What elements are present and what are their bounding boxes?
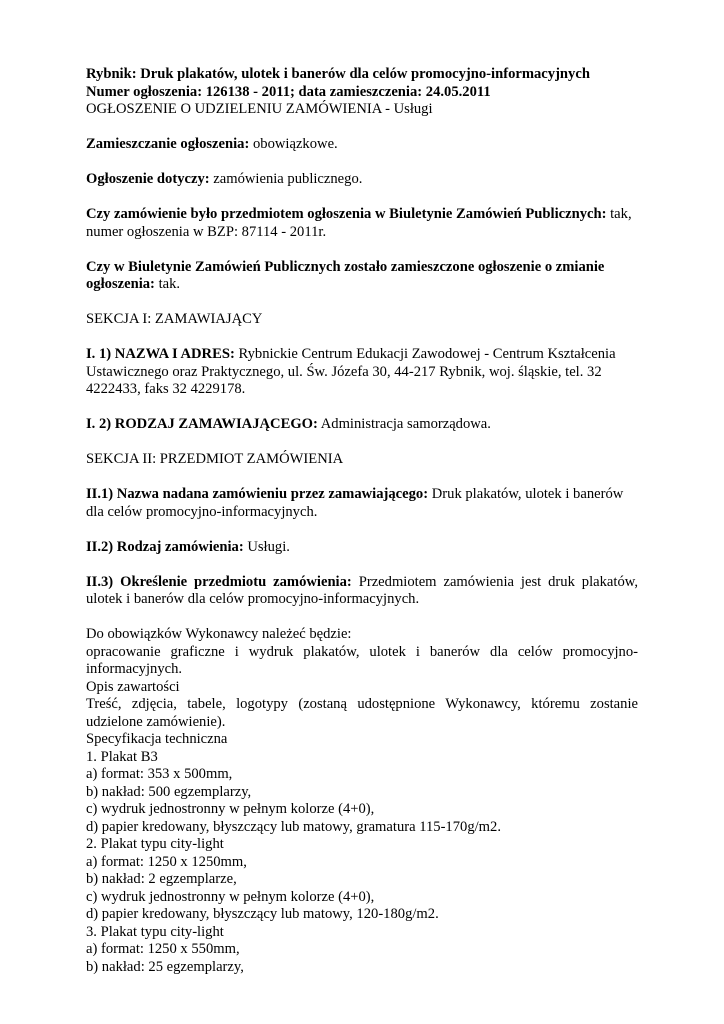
authority-name-value: Rybnickie Centrum Edukacji Zawodowej - Centrum Kształcenia Ustawicznego oraz Praktycznego, ul. Św. Józefa 30, 44-217 Rybnik, woj. śląskie, tel. 32 4222433, faks 32 4229178. [86, 346, 616, 397]
contracting-authority-name [86, 346, 638, 399]
concerns-field [86, 171, 638, 189]
change-question-field [86, 259, 638, 294]
placement-value: obowiązkowe. [249, 136, 338, 152]
authority-name-label: I. 1) NAZWA I ADRES: [86, 346, 235, 362]
contract-kind-value: Usługi. [243, 538, 290, 555]
bzp-question-label: Czy zamówienie było przedmiotem ogłoszenia w Biuletynie Zamówień Publicznych: [86, 206, 607, 222]
spec-line: a) format: 353 x 500mm, [86, 766, 233, 782]
contract-name-label: II.1) Nazwa nadana zamówieniu przez zamawiającego: [86, 486, 429, 502]
authority-type-label: I. 2) RODZAJ ZAMAWIAJĄCEGO: [86, 416, 318, 432]
spec-line: 2. Plakat typu city-light [86, 836, 224, 852]
change-question-label: Czy w Biuletynie Zamówień Publicznych zostało zamieszczone ogłoszenie o zmianie ogłoszenia: [86, 258, 605, 292]
contracting-authority-type [86, 416, 638, 434]
contents-heading: Opis zawartości [86, 678, 180, 695]
duties-text: opracowanie graficzne i wydruk plakatów, ulotek i banerów dla celów promocyjno-informacyjnych. [86, 643, 638, 677]
notice-type: OGŁOSZENIE O UDZIELENIU ZAMÓWIENIA - Usługi [86, 101, 433, 117]
placement-label: Zamieszczanie ogłoszenia: [86, 136, 250, 152]
contract-name-field [86, 486, 638, 521]
change-question-value: tak. [154, 276, 181, 292]
contents-text: Treść, zdjęcia, tabele, logotypy (zostaną udostępnione Wykonawcy, któremu zostanie udzielone zamówienie). [86, 696, 638, 730]
spec-line: a) format: 1250 x 550mm, [86, 941, 240, 957]
section-1-heading: SEKCJA I: ZAMAWIAJĄCY [86, 311, 263, 327]
duties-intro: Do obowiązków Wykonawcy należeć będzie: [86, 626, 352, 642]
authority-type-value: Administracja samorządowa. [317, 416, 491, 432]
spec-line: b) nakład: 500 egzemplarzy, [86, 783, 252, 800]
contract-name-value: Druk plakatów, ulotek i banerów dla celów promocyjno-informacyjnych. [86, 486, 624, 520]
contract-scope-value: Przedmiotem zamówienia jest druk plakatów, ulotek i banerów dla celów promocyjno-informacyjnych. [86, 573, 638, 607]
notice-number-line: Numer ogłoszenia: 126138 - 2011; data zamieszczenia: 24.05.2011 [86, 83, 491, 100]
notice-title: Rybnik: Druk plakatów, ulotek i banerów dla celów promocyjno-informacyjnych [86, 66, 590, 82]
spec-line: a) format: 1250 x 1250mm, [86, 853, 247, 870]
spec-line: d) papier kredowany, błyszczący lub matowy, 120-180g/m2. [86, 906, 439, 922]
spec-line: b) nakład: 25 egzemplarzy, [86, 958, 244, 975]
spec-line: 3. Plakat typu city-light [86, 923, 224, 940]
spec-line: d) papier kredowany, błyszczący lub matowy, gramatura 115-170g/m2. [86, 818, 501, 835]
spec-line: c) wydruk jednostronny w pełnym kolorze (4+0), [86, 888, 375, 905]
spec-line: c) wydruk jednostronny w pełnym kolorze (4+0), [86, 801, 375, 817]
spec-line: 1. Plakat B3 [86, 748, 158, 765]
document-page [86, 66, 638, 976]
placement-field [86, 136, 638, 154]
contract-scope-field [86, 574, 638, 609]
concerns-value: zamówienia publicznego. [209, 171, 363, 187]
contract-kind-label: II.2) Rodzaj zamówienia: [86, 538, 244, 555]
spec-heading: Specyfikacja techniczna [86, 731, 228, 747]
section-2-heading: SEKCJA II: PRZEDMIOT ZAMÓWIENIA [86, 451, 344, 467]
bzp-question-value: tak, numer ogłoszenia w BZP: 87114 - 2011r. [86, 206, 632, 240]
contract-scope-label: II.3) Określenie przedmiotu zamówienia: [86, 573, 352, 590]
bzp-question-field [86, 206, 638, 241]
spec-line: b) nakład: 2 egzemplarze, [86, 871, 237, 887]
concerns-label: Ogłoszenie dotyczy: [86, 171, 210, 187]
spec-list [86, 749, 638, 977]
contract-kind-field [86, 539, 638, 557]
